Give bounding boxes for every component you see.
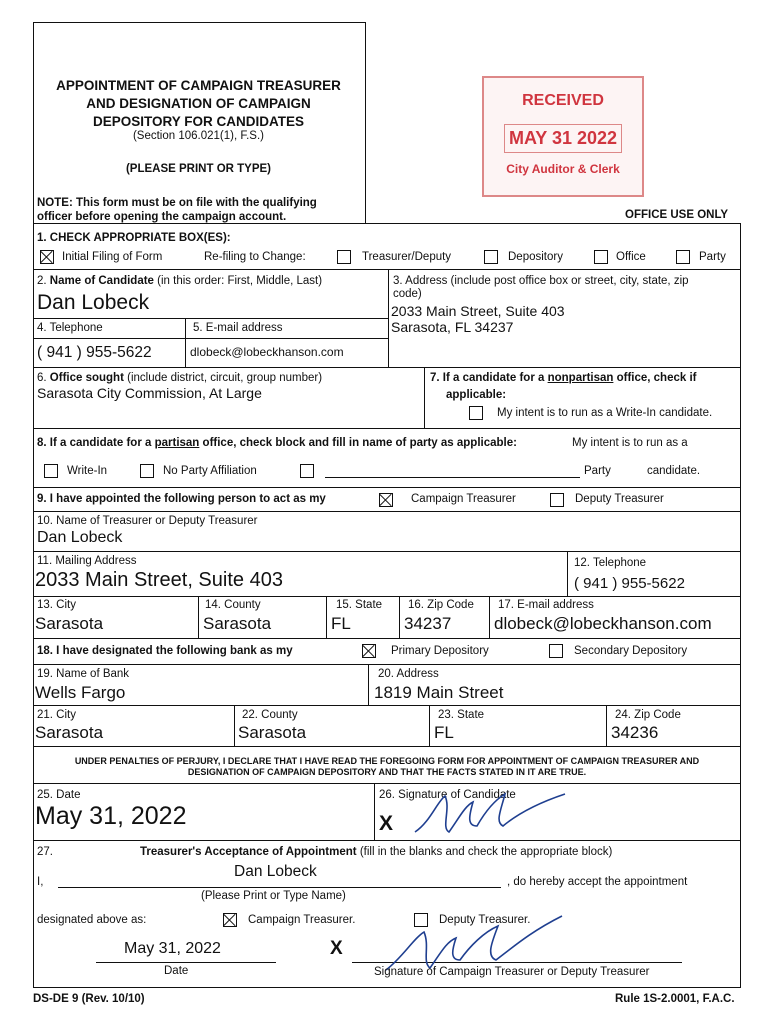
s9-label: 9. I have appointed the following person to act as my [37, 493, 326, 505]
treasurer-telephone-field[interactable]: ( 941 ) 955-5622 [574, 575, 685, 592]
s8-label [37, 437, 517, 449]
party-name-field[interactable] [325, 477, 580, 478]
stamp-office: City Auditor & Clerk [506, 162, 620, 176]
s10-label: 10. Name of Treasurer or Deputy Treasurer [37, 515, 258, 527]
rule [368, 664, 369, 705]
s17-label: 17. E-mail address [498, 599, 594, 611]
s15-label: 15. State [336, 599, 383, 611]
rule-reference: Rule 1S-2.0001, F.A.C. [615, 993, 735, 1005]
no-party-affiliation-label: No Party Affiliation [163, 465, 257, 477]
primary-depository-label: Primary Depository [391, 645, 489, 657]
s16-label: 16. Zip Code [408, 599, 474, 611]
rule [33, 783, 741, 784]
rule [374, 783, 375, 840]
acceptance-campaign-label: Campaign Treasurer. [248, 914, 356, 926]
rule [33, 338, 388, 339]
rule [326, 596, 327, 638]
bank-state-field[interactable]: FL [434, 723, 454, 742]
s24-label: 24. Zip Code [615, 709, 681, 721]
office-label: Office [616, 251, 646, 263]
deputy-treasurer-checkbox[interactable] [550, 493, 564, 507]
statute-reference: (Section 106.021(1), F.S.) [132, 130, 265, 142]
deputy-treasurer-label: Deputy Treasurer [575, 493, 664, 505]
s27-title-bold: Treasurer's Acceptance of Appointment [140, 846, 357, 858]
form-number: DS-DE 9 (Rev. 10/10) [33, 993, 145, 1005]
title-line-1: APPOINTMENT OF CAMPAIGN TREASURER [56, 78, 341, 93]
bank-zip-field[interactable]: 34236 [611, 723, 659, 742]
office-use-label: OFFICE USE ONLY [625, 209, 729, 221]
s27-title [140, 846, 612, 858]
office-sought-field[interactable]: Sarasota City Commission, At Large [37, 385, 262, 401]
rule [33, 269, 741, 270]
s8-intent: My intent is to run as a [572, 437, 688, 449]
s8-b: office, check block and fill in name of party as applicable: [199, 437, 517, 449]
s27-accept: , do hereby accept the appointment [507, 876, 688, 888]
s27-num: 27. [37, 846, 53, 858]
candidate-date-field[interactable]: May 31, 2022 [35, 802, 187, 830]
s7-a: 7. If a candidate for a [430, 372, 548, 384]
s6-rest: (include district, circuit, group number) [127, 372, 323, 384]
s8-party-label: Party [584, 465, 611, 477]
acceptance-date-field[interactable]: May 31, 2022 [124, 940, 221, 957]
rule [424, 367, 425, 428]
perjury-line-1: UNDER PENALTIES OF PERJURY, I DECLARE THAT I HAVE READ THE FOREGOING FORM FOR APPOINTMENT OF CAMPAIGN TREASURER AND [74, 756, 700, 766]
party-label: Party [699, 251, 726, 263]
s18-label: 18. I have designated the following bank as my [37, 645, 293, 657]
bank-county-field[interactable]: Sarasota [238, 723, 307, 742]
rule [185, 318, 186, 367]
write-in-partisan-checkbox[interactable] [44, 464, 58, 478]
stamp-received: RECEIVED [522, 92, 604, 109]
s13-label: 13. City [37, 599, 76, 611]
primary-depository-checkbox[interactable] [362, 644, 376, 658]
date-caption: Date [164, 965, 189, 977]
s20-label: 20. Address [378, 668, 439, 680]
depository-label: Depository [508, 251, 563, 263]
bank-city-field[interactable]: Sarasota [35, 723, 104, 742]
write-in-nonpartisan-checkbox[interactable] [469, 406, 483, 420]
party-checkbox[interactable] [676, 250, 690, 264]
s8-a: 8. If a candidate for a [37, 437, 155, 449]
s11-label: 11. Mailing Address [37, 555, 137, 567]
s7-u: nonpartisan [547, 372, 614, 384]
s27-title-rest: (fill in the blanks and check the appropriate block) [359, 846, 613, 858]
rule [429, 705, 430, 746]
s3-label-1: 3. Address (include post office box or street, city, state, zip [393, 275, 689, 287]
treasurer-name-field[interactable]: Dan Lobeck [37, 529, 123, 546]
initial-filing-label: Initial Filing of Form [62, 251, 163, 263]
title-line-2: AND DESIGNATION OF CAMPAIGN [86, 96, 311, 111]
note-line-2: officer before opening the campaign account. [37, 211, 287, 223]
treasurer-deputy-checkbox[interactable] [337, 250, 351, 264]
initial-filing-checkbox[interactable] [40, 250, 54, 264]
rule [198, 596, 199, 638]
rule [33, 840, 741, 841]
acceptance-deputy-label: Deputy Treasurer. [439, 914, 531, 926]
campaign-treasurer-label: Campaign Treasurer [411, 493, 516, 505]
rule [33, 428, 741, 429]
depository-checkbox[interactable] [484, 250, 498, 264]
s19-label: 19. Name of Bank [37, 668, 130, 680]
s2-bold: Name of Candidate [49, 275, 154, 287]
address-line-1: 2033 Main Street, Suite 403 [391, 303, 565, 319]
s6-bold: Office sought [49, 372, 124, 384]
s3-label [393, 275, 689, 301]
s8-u: partisan [154, 437, 200, 449]
rule [33, 367, 741, 368]
s21-label: 21. City [37, 709, 76, 721]
s2-label [37, 275, 322, 287]
treasurer-address-field[interactable]: 2033 Main Street, Suite 403 [35, 569, 283, 591]
name-caption: (Please Print or Type Name) [201, 890, 346, 902]
rule [388, 269, 389, 367]
rule [33, 551, 741, 552]
s22-label: 22. County [242, 709, 298, 721]
s6-label [37, 372, 322, 384]
s7-b: office, check if [613, 372, 697, 384]
campaign-treasurer-checkbox[interactable] [379, 493, 393, 507]
date-line [96, 962, 276, 963]
s8-candidate-label: candidate. [647, 465, 701, 477]
s2-rest: (in this order: First, Middle, Last) [157, 275, 323, 287]
s12-label: 12. Telephone [574, 557, 647, 569]
s26-label: 26. Signature of Candidate [379, 789, 516, 801]
s2-num: 2. [37, 275, 47, 287]
rule [399, 596, 400, 638]
s7-label [430, 372, 697, 384]
no-party-affiliation-checkbox[interactable] [140, 464, 154, 478]
s3-label-2: code) [393, 288, 422, 300]
rule [33, 511, 741, 512]
treasurer-county-field[interactable]: Sarasota [203, 614, 272, 633]
acceptance-x-mark: X [330, 938, 343, 959]
filing-note [37, 196, 317, 224]
rule [33, 705, 741, 706]
s27-i: I, [37, 876, 44, 888]
s23-label: 23. State [438, 709, 485, 721]
title-line-3: DEPOSITORY FOR CANDIDATES [92, 114, 305, 129]
rule [33, 596, 741, 597]
treasurer-city-field[interactable]: Sarasota [35, 614, 104, 633]
s25-label: 25. Date [37, 789, 81, 801]
signature-x-mark: X [379, 812, 394, 835]
treasurer-deputy-label: Treasurer/Deputy [362, 251, 452, 263]
rule [567, 551, 568, 596]
rule [234, 705, 235, 746]
write-in-partisan-label: Write-In [67, 465, 108, 477]
rule [33, 487, 741, 488]
candidate-signature[interactable] [405, 782, 605, 838]
bank-address-field[interactable]: 1819 Main Street [374, 683, 504, 702]
candidate-address-field[interactable] [391, 303, 565, 335]
refiling-label: Re-filing to Change: [204, 251, 306, 263]
treasurer-zip-field[interactable]: 34237 [404, 614, 452, 633]
print-instruction: (PLEASE PRINT OR TYPE) [125, 163, 272, 175]
stamp-date: MAY 31 2022 [504, 124, 622, 153]
rule [33, 746, 741, 747]
rule [489, 596, 490, 638]
perjury-statement [33, 756, 741, 778]
candidate-name-field[interactable]: Dan Lobeck [37, 291, 150, 314]
received-stamp [482, 76, 644, 197]
s4-label: 4. Telephone [37, 322, 103, 334]
write-in-nonpartisan-label: My intent is to run as a Write-In candidate. [497, 407, 713, 419]
candidate-telephone-field[interactable]: ( 941 ) 955-5622 [37, 344, 152, 361]
treasurer-name-line [58, 887, 501, 888]
office-checkbox[interactable] [594, 250, 608, 264]
note-line-1: NOTE: This form must be on file with the qualifying [37, 197, 317, 209]
treasurer-state-field[interactable]: FL [331, 614, 351, 633]
rule [33, 664, 741, 665]
s1-label: 1. CHECK APPROPRIATE BOX(ES): [37, 232, 231, 244]
s5-label: 5. E-mail address [193, 322, 283, 334]
s6-num: 6. [37, 372, 47, 384]
s14-label: 14. County [205, 599, 261, 611]
perjury-line-2: DESIGNATION OF CAMPAIGN DEPOSITORY AND THAT THE FACTS STATED IN IT ARE TRUE. [187, 767, 587, 777]
secondary-depository-label: Secondary Depository [574, 645, 688, 657]
treasurer-email-field[interactable]: dlobeck@lobeckhanson.com [494, 614, 712, 633]
acceptance-campaign-checkbox[interactable] [223, 913, 237, 927]
form-title [33, 77, 364, 131]
rule [33, 318, 388, 319]
rule [606, 705, 607, 746]
rule [33, 638, 741, 639]
designated-label: designated above as: [37, 914, 147, 926]
candidate-email-field[interactable]: dlobeck@lobeckhanson.com [190, 345, 344, 359]
acceptance-name-field[interactable]: Dan Lobeck [234, 863, 317, 880]
party-name-checkbox[interactable] [300, 464, 314, 478]
address-line-2: Sarasota, FL 34237 [391, 319, 514, 335]
signature-caption: Signature of Campaign Treasurer or Deputy Treasurer [374, 966, 650, 978]
s7-label-2: applicable: [446, 389, 507, 401]
bank-name-field[interactable]: Wells Fargo [35, 683, 126, 702]
secondary-depository-checkbox[interactable] [549, 644, 563, 658]
